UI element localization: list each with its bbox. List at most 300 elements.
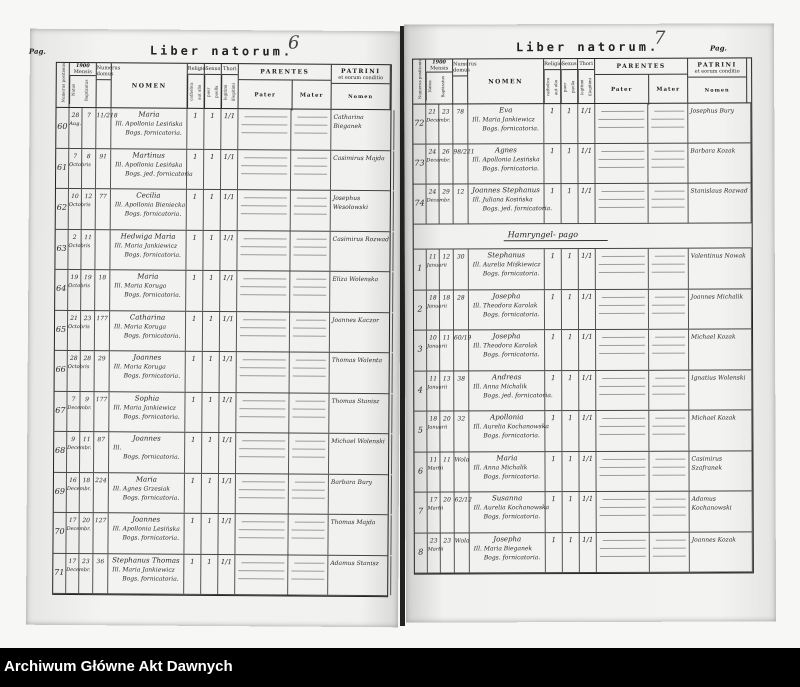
handwriting-line (652, 385, 685, 386)
mother-status: Bogs. fornicatoria. (482, 310, 540, 318)
handwriting-line (292, 416, 325, 417)
parentes-label: PARENTES (595, 59, 687, 75)
child-name-text: Maria (137, 272, 159, 281)
mater-entry (291, 191, 331, 231)
religio-mark: 1 (185, 392, 202, 432)
mater-label: Mater (656, 86, 680, 93)
child-name-text: Catharina (129, 312, 166, 322)
handwriting-line (599, 434, 645, 435)
baptizatus-label: Baptizatus (83, 79, 89, 101)
day-born: 18 (427, 290, 440, 330)
puer-sub (561, 70, 577, 104)
col-domus-label: Numerus domus (453, 59, 467, 76)
dies-sub (70, 76, 96, 104)
child-name (469, 330, 545, 370)
house-number: 98/221 (453, 144, 468, 183)
religio-mark: 1 (184, 554, 201, 594)
page-number: 7 (653, 27, 666, 49)
handwriting-line (242, 481, 285, 482)
table-row (55, 229, 389, 272)
day-baptized: 23 (79, 554, 93, 594)
mother-name: Ill. Maria Jankiewicz (114, 241, 178, 250)
handwriting-line (293, 287, 326, 288)
mater-entry (291, 150, 331, 190)
legitimi-label: legitimi (578, 70, 587, 104)
mater-entry (648, 144, 688, 183)
handwriting-line (241, 562, 284, 563)
house-number: 78 (453, 104, 468, 143)
handwriting-line (652, 345, 685, 346)
child-name-text: Cecilia (136, 191, 161, 200)
child-name (111, 149, 193, 189)
patrini-entry: Thomas Walenta (330, 353, 393, 393)
table-row (56, 148, 390, 191)
month: Octobris (68, 201, 91, 209)
handwriting-line (241, 165, 287, 166)
patrini-entry: Josephus Wesolowski (331, 191, 394, 231)
patrini-entry: Michael Kozak (689, 410, 752, 450)
handwriting-line (655, 296, 685, 297)
patrini-sub-label: et eorum conditio (688, 68, 746, 77)
month: Octobris (68, 282, 90, 290)
sexus-mark: 1 (562, 249, 579, 289)
day-born: 16 (67, 472, 80, 512)
house-number: 127 (93, 513, 108, 553)
house-number: 30 (454, 249, 469, 289)
pater-entry (237, 352, 290, 392)
handwriting-line (602, 296, 645, 297)
col-sexus (561, 59, 578, 103)
handwriting-line (243, 359, 286, 360)
thori-mark: 1/1 (579, 411, 596, 451)
entry-number: 66 (55, 351, 68, 391)
month: Januarii (426, 302, 447, 310)
month: Decembr. (66, 566, 91, 573)
child-name (108, 554, 184, 594)
entry-number: 67 (54, 391, 67, 431)
child-name (469, 249, 545, 289)
sexus-mark: 1 (202, 473, 219, 513)
religio-mark: 1 (184, 514, 201, 554)
day-born: 21 (68, 310, 81, 350)
handwriting-line (601, 111, 644, 112)
table-row (415, 491, 753, 533)
handwriting-line (244, 157, 287, 158)
day-born: 7 (69, 148, 82, 188)
handwriting-line (241, 254, 287, 255)
handwriting-line (241, 173, 287, 174)
handwriting-line (244, 116, 287, 117)
handwriting-line (600, 474, 646, 475)
handwriting-line (654, 111, 684, 112)
child-name-text: Joannes Stephanus (472, 186, 540, 195)
mater-entry (650, 492, 690, 532)
mother-status: Bogs. fornicatoria. (125, 129, 182, 137)
religio-mark: 1 (187, 149, 204, 189)
religio-mark: 1 (545, 249, 562, 289)
pater-label: Pater (595, 75, 649, 105)
house-number: 224 (94, 473, 109, 513)
illegitimi-label: illegitimi (586, 77, 592, 97)
thori-mark: 1/1 (221, 190, 238, 230)
table-row (53, 553, 387, 596)
house-number: 77 (96, 189, 111, 229)
section-divider (414, 223, 752, 249)
mater-entry (289, 434, 329, 474)
day-baptized: 20 (79, 513, 93, 553)
sexus-mark: 1 (562, 371, 579, 411)
thori-mark: 1/1 (578, 104, 595, 143)
day-baptized: 13 (440, 371, 454, 411)
col-religio (188, 64, 205, 108)
patrini-entry: Barbara Bury (329, 474, 392, 514)
day-born: 9 (67, 432, 80, 472)
handwriting-line (294, 254, 327, 255)
mater-entry (289, 474, 329, 514)
mater-entry (290, 353, 330, 393)
month: Octobris (67, 363, 90, 371)
handwriting-line (655, 256, 685, 257)
child-name (109, 432, 185, 472)
entry-number: 74 (414, 185, 427, 224)
table-row (55, 351, 389, 394)
mater-entry (291, 110, 331, 150)
pater-entry (237, 271, 290, 311)
mother-name: Ill. (113, 444, 122, 452)
table-row (414, 183, 752, 224)
handwriting-line (598, 119, 644, 120)
handwriting-line (598, 127, 644, 128)
handwriting-line (239, 537, 285, 538)
religio-mark: 1 (544, 104, 561, 143)
natus-label: Natus (70, 76, 84, 104)
thori-mark: 1/1 (219, 393, 236, 433)
handwriting-line (655, 458, 685, 459)
day-baptized: 28 (81, 351, 95, 391)
house-number: 87 (94, 432, 109, 472)
handwriting-line (240, 375, 286, 376)
day-born: 17 (66, 513, 79, 553)
mater-entry (649, 370, 689, 410)
thori-mark: 1/1 (219, 433, 236, 473)
handwriting-line (599, 312, 645, 313)
handwriting-line (244, 238, 287, 239)
catholica-sub (544, 70, 560, 104)
mensis-label: Mensis (70, 69, 96, 76)
handwriting-line (652, 304, 685, 305)
table-row (414, 329, 752, 371)
handwriting-line (294, 125, 327, 126)
patrini-entry: Casimirus Rozwad (330, 231, 393, 271)
house-number: 28 (454, 290, 469, 330)
mother-status: Bogs. fornicatoria. (482, 270, 540, 278)
table-row (414, 451, 752, 493)
handwriting-line (241, 213, 287, 214)
religio-mark: 1 (186, 352, 203, 392)
handwriting-line (600, 507, 646, 508)
patrini-label: PATRINI (341, 67, 381, 76)
handwriting-line (652, 264, 685, 265)
entry-number: 5 (414, 412, 427, 452)
month: Decembr. (67, 404, 92, 411)
handwriting-line (240, 286, 286, 287)
month: Decembr. (66, 485, 92, 492)
handwriting-line (602, 377, 645, 378)
day-baptized: 18 (440, 290, 454, 330)
handwriting-line (296, 319, 326, 320)
handwriting-line (297, 157, 327, 158)
pater-entry (235, 514, 288, 554)
mother-name: Ill. Aurelia Miśkiewicz (472, 261, 541, 269)
day-born: 18 (427, 412, 440, 452)
day-born: 11 (427, 371, 440, 411)
patrini-entry: Joannes Michalik (689, 289, 752, 329)
table-row (414, 410, 752, 452)
mother-status: Bogs. jed. fornicatoria (125, 169, 193, 178)
religio-mark: 1 (545, 371, 562, 411)
handwriting-line (601, 151, 644, 152)
day-born: 24 (426, 145, 439, 184)
day-born: 23 (428, 533, 441, 573)
day-baptized: 7 (82, 108, 96, 148)
pater-entry (236, 433, 289, 473)
entry-number: 3 (414, 331, 427, 371)
mater-entry (648, 104, 688, 143)
thori-mark: 1/1 (220, 271, 237, 311)
day-born: 11 (427, 250, 440, 290)
handwriting-line (292, 449, 325, 450)
col-domus (453, 59, 477, 103)
thori-mark: 1/1 (579, 330, 596, 370)
day-baptized: 9 (80, 392, 94, 432)
house-number: Wola (454, 452, 469, 492)
child-name-text: Stephanus (487, 251, 526, 260)
entry-number: 60 (56, 108, 69, 148)
handwriting-line (239, 497, 285, 498)
pater-entry (596, 370, 649, 410)
handwriting-line (652, 426, 685, 427)
handwriting-line (652, 434, 685, 435)
handwriting-line (297, 117, 327, 118)
mother-name: Ill. Maria Bieganek (473, 544, 533, 552)
entry-number: 1 (414, 250, 427, 290)
thori-mark: 1/1 (220, 312, 237, 352)
nomen-patrini-label: Nomen (704, 87, 730, 94)
mother-name: Ill. Theodora Karolak (473, 342, 538, 350)
pater-entry (596, 289, 649, 329)
house-number: 18 (95, 270, 110, 310)
patrini-entry: Ignatius Wolenski (689, 370, 752, 410)
parentes-sub (239, 80, 331, 111)
child-name (108, 513, 184, 553)
mother-name: Ill. Aurelia Kochanowska (473, 504, 550, 512)
sexus-mark: 1 (562, 452, 579, 492)
month: Octobris (69, 161, 91, 168)
handwriting-line (241, 246, 287, 247)
religio-mark: 1 (185, 433, 202, 473)
pater-entry (597, 532, 650, 572)
handwriting-line (653, 515, 686, 516)
handwriting-line (295, 522, 325, 523)
mother-name: Ill. Anna Michalik (473, 463, 528, 471)
handwriting-line (652, 312, 685, 313)
mother-status: Bogs. fornicatoria. (123, 453, 180, 461)
religio-mark: 1 (546, 492, 563, 532)
patrini-entry: Valentinus Nowak (689, 248, 752, 288)
handwriting-line (292, 489, 325, 490)
child-name-text: Maria (496, 453, 518, 462)
patrini-entry: Adamus Stanisz (328, 555, 391, 595)
sexus-mark: 1 (562, 330, 579, 370)
entry-number: 2 (414, 290, 427, 330)
day-born: 11 (427, 452, 440, 492)
handwriting-line (241, 132, 287, 133)
thori-mark: 1/1 (579, 370, 596, 410)
mother-status: Bogs. fornicatoria. (483, 553, 541, 561)
child-name (469, 290, 545, 330)
mater-entry (649, 451, 689, 491)
mother-name: Ill. Anna Michalik (473, 382, 528, 390)
table-row (53, 513, 387, 556)
day-born: 10 (69, 189, 82, 229)
mother-status: Bogs. fornicatoria. (124, 210, 182, 218)
day-born: 17 (66, 553, 79, 593)
patrini-entry: Michael Kozak (689, 329, 752, 369)
mater-entry (288, 555, 328, 595)
day-baptized: 23 (441, 533, 455, 573)
entry-number: 64 (55, 270, 68, 310)
parentes-label: PARENTES (239, 64, 331, 81)
handwriting-line (599, 264, 645, 265)
entry-number: 69 (54, 472, 67, 512)
house-number: 177 (94, 392, 109, 432)
handwriting-line (655, 191, 685, 192)
mother-status: Bogs. fornicatoria. (124, 291, 181, 299)
table-row (56, 189, 390, 232)
handwriting-line (599, 393, 645, 394)
handwriting-line (292, 538, 325, 539)
patrini-entry: Joannes Kaczor (330, 312, 393, 352)
religio-mark: 1 (545, 330, 562, 370)
handwriting-line (243, 278, 286, 279)
handwriting-line (292, 497, 325, 498)
day-born: 19 (68, 270, 81, 310)
illegitimi-label: illegitimi (230, 83, 236, 102)
thori-mark: 1/1 (221, 150, 238, 190)
handwriting-line (599, 207, 645, 208)
child-name-text: Joannes (132, 515, 161, 524)
handwriting-line (242, 521, 285, 522)
legitimi-sub (222, 75, 238, 109)
month: Decembr. (426, 117, 451, 124)
day-baptized: 18 (80, 473, 94, 513)
patrini-entry: Eliza Wolenska (330, 272, 393, 312)
day-born: 21 (426, 105, 439, 144)
thori-mark: 1/1 (579, 184, 596, 223)
handwriting-line (599, 304, 645, 305)
pater-entry (595, 144, 648, 183)
month: Martii (427, 505, 444, 512)
child-name-text: Maria (135, 474, 158, 484)
handwriting-line (652, 272, 685, 273)
handwriting-line (294, 165, 327, 166)
entry-number: 72 (413, 105, 426, 144)
house-number: 62/12 (455, 492, 470, 532)
handwriting-line (603, 539, 646, 540)
pag-label: Pag. (710, 43, 728, 53)
handwriting-line (294, 133, 327, 134)
handwriting-line (293, 376, 326, 377)
pater-entry (236, 393, 289, 433)
handwriting-line (654, 151, 684, 152)
day-baptized: 11 (80, 432, 94, 472)
handwriting-line (294, 246, 327, 247)
pater-entry (595, 104, 648, 143)
pater-entry (596, 184, 649, 223)
month: Januarii (427, 383, 448, 391)
handwriting-line (599, 385, 645, 386)
patrini-entry: Catharina Bieganek (331, 110, 394, 150)
col-mensis (70, 63, 97, 107)
col-mensis (426, 59, 453, 103)
puella-label: puella (569, 80, 575, 94)
handwriting-line (599, 353, 645, 354)
handwriting-line (653, 466, 686, 467)
child-name (110, 230, 186, 270)
handwriting-line (242, 440, 285, 441)
non_cath-label: aut alia (196, 84, 202, 100)
col-thori-label: Thori (578, 59, 594, 70)
handwriting-line (240, 294, 286, 295)
day-born: 28 (68, 351, 81, 391)
handwriting-line (294, 206, 327, 207)
handwriting-line (655, 377, 685, 378)
house-number (95, 230, 110, 270)
table-row (413, 103, 751, 144)
handwriting-line (653, 555, 686, 556)
table-row (55, 270, 389, 313)
day-born: 10 (427, 331, 440, 371)
thori-mark: 1/1 (219, 474, 236, 514)
mother-status: Bogs. fornicatoria. (483, 432, 540, 440)
page-title: Liber natorum. (516, 39, 660, 55)
child-name (109, 392, 185, 432)
month: Martii (427, 465, 444, 472)
mother-status: Bogs. fornicatoria. (123, 372, 181, 380)
patrini-entry: Casimirus Majda (331, 150, 394, 190)
day-baptized: 23 (439, 104, 453, 143)
table-row (54, 432, 388, 475)
mother-name: Ill. Juliana Kosińska (472, 196, 533, 204)
mater-entry (649, 289, 689, 329)
handwriting-line (653, 547, 686, 548)
handwriting-line (292, 457, 325, 458)
handwriting-line (656, 499, 686, 500)
sexus-mark: 1 (563, 492, 580, 532)
child-name-text: Josepha (493, 534, 522, 543)
numerus-label: Numerus positionis (416, 59, 422, 100)
day-baptized: 11 (440, 330, 454, 370)
sexus-mark: 1 (203, 311, 220, 351)
year-label: 1900 (75, 63, 90, 70)
puer-label: puer (561, 70, 570, 104)
patrini-entry: Casimirus Szafranek (689, 451, 752, 491)
handwriting-line (241, 205, 287, 206)
col-patrini (332, 65, 391, 109)
handwriting-line (651, 167, 684, 168)
handwriting-line (295, 481, 325, 482)
entry-number: 6 (414, 452, 427, 492)
